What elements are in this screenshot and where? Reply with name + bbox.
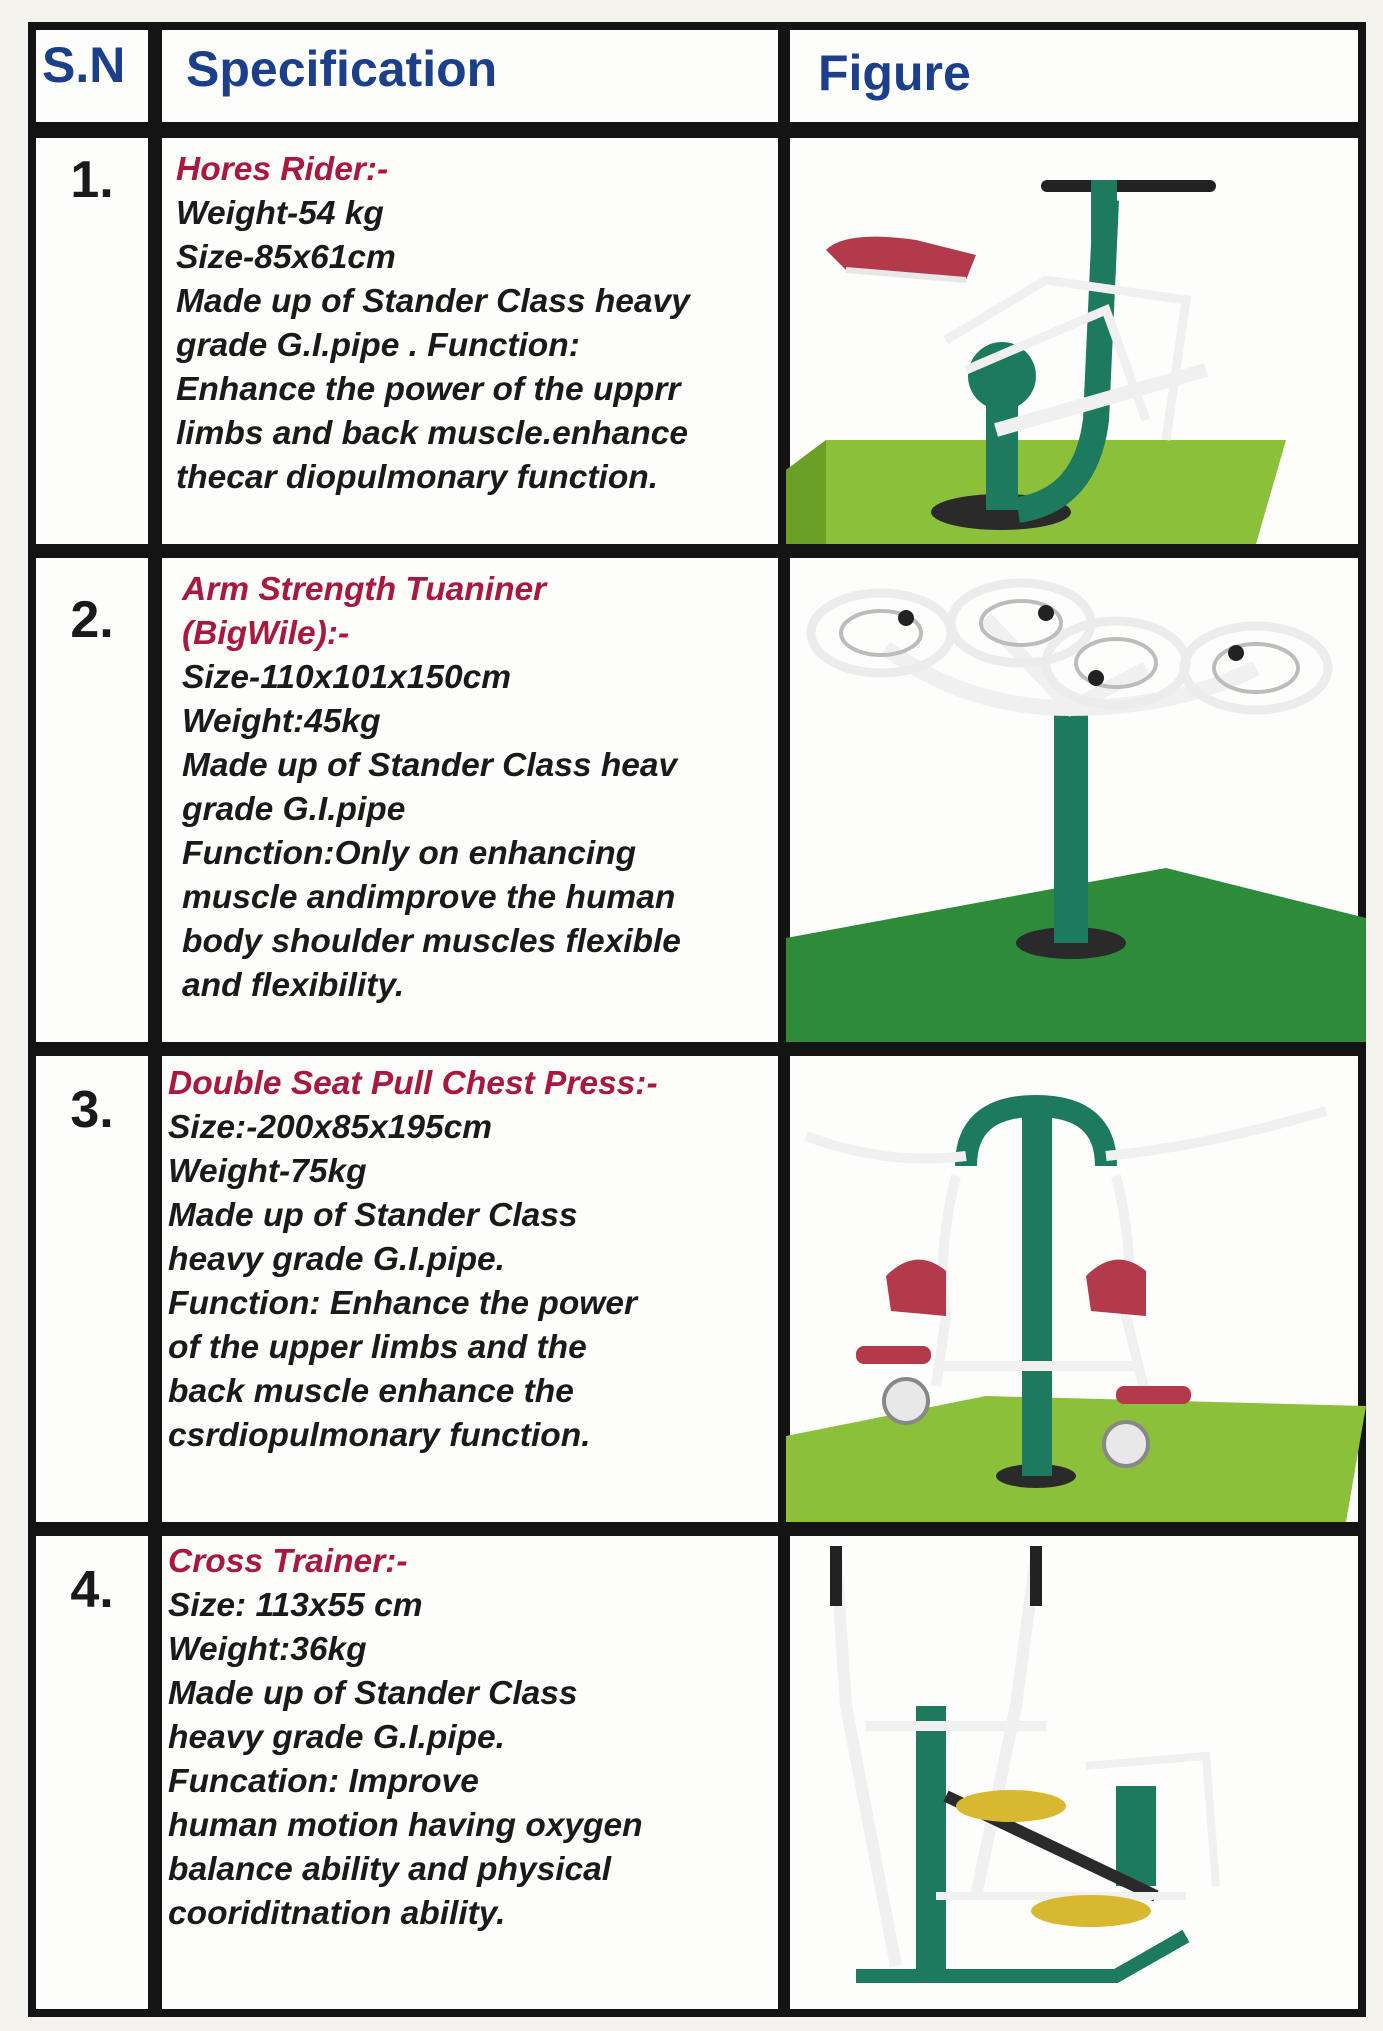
row-4-sn: 4. [70, 1561, 114, 1619]
arm-strength-wheel-machine-icon [786, 558, 1366, 1042]
row-4-line-2: Weight:36kg [168, 1631, 367, 1668]
header-specification: Specification [186, 41, 498, 97]
row-2-line-7: muscle andimprove the human [182, 879, 676, 916]
row-2-line-6: Function:Only on enhancing [182, 835, 637, 872]
row-3-line-7: back muscle enhance the [168, 1373, 574, 1410]
row-1-title: Hores Rider:- [176, 151, 389, 188]
row-4-line-4: heavy grade G.I.pipe. [168, 1719, 505, 1756]
row-4-title: Cross Trainer:- [168, 1543, 408, 1580]
horse-rider-machine-icon [786, 140, 1366, 544]
row-3-line-4: heavy grade G.I.pipe. [168, 1241, 505, 1278]
row-1-line-4: grade G.I.pipe . Function: [176, 327, 580, 364]
row-2-line-9: and flexibility. [182, 967, 405, 1004]
row-3-sn: 3. [70, 1081, 114, 1139]
row-1-spec [176, 148, 786, 500]
cross-trainer-machine-icon [786, 1536, 1366, 2006]
row-1-sn: 1. [70, 151, 114, 209]
row-1-line-1: Weight-54 kg [176, 195, 384, 232]
row-2-sn: 2. [70, 591, 114, 649]
row-3-title: Double Seat Pull Chest Press:- [168, 1065, 658, 1102]
row-1-line-7: thecar diopulmonary function. [176, 459, 659, 496]
row-4-line-6: human motion having oxygen [168, 1807, 643, 1844]
row-4-line-1: Size: 113x55 cm [168, 1587, 423, 1624]
row-1-line-5: Enhance the power of the upprr [176, 371, 681, 408]
row-1-line-3: Made up of Stander Class heavy [176, 283, 690, 320]
row-2-spec [182, 568, 792, 1008]
row-2-title: Arm Strength Tuaniner [182, 571, 547, 608]
row-4-spec [168, 1540, 778, 1936]
row-2-line-4: Made up of Stander Class heav [182, 747, 678, 784]
row-3-line-5: Function: Enhance the power [168, 1285, 638, 1322]
row-3-line-2: Weight-75kg [168, 1153, 367, 1190]
row-divider-1 [36, 544, 1358, 558]
row-3-line-8: csrdiopulmonary function. [168, 1417, 591, 1454]
row-1-line-6: limbs and back muscle.enhance [176, 415, 689, 452]
row-2-line-3: Weight:45kg [182, 703, 381, 740]
row-3-spec [168, 1062, 778, 1458]
row-divider-2 [36, 1042, 1358, 1056]
row-2-line-1: (BigWile):- [182, 615, 350, 652]
row-divider-3 [36, 1522, 1358, 1536]
row-1-line-2: Size-85x61cm [176, 239, 396, 276]
row-3-line-1: Size:-200x85x195cm [168, 1109, 493, 1146]
row-4-line-8: cooriditnation ability. [168, 1895, 506, 1932]
row-3-line-3: Made up of Stander Class [168, 1197, 578, 1234]
col-divider-1 [148, 30, 162, 2009]
row-divider-header [36, 122, 1358, 138]
header-sn: S.N [42, 37, 126, 93]
row-4-line-3: Made up of Stander Class [168, 1675, 578, 1712]
row-2-line-2: Size-110x101x150cm [182, 659, 512, 696]
row-4-line-7: balance ability and physical [168, 1851, 612, 1888]
row-3-line-6: of the upper limbs and the [168, 1329, 587, 1366]
header-figure: Figure [818, 45, 971, 101]
spec-table [28, 22, 1366, 2017]
row-2-line-5: grade G.I.pipe [182, 791, 406, 828]
double-seat-chest-press-icon [786, 1056, 1366, 1522]
row-2-line-8: body shoulder muscles flexible [182, 923, 681, 960]
row-4-line-5: Funcation: Improve [168, 1763, 479, 1800]
